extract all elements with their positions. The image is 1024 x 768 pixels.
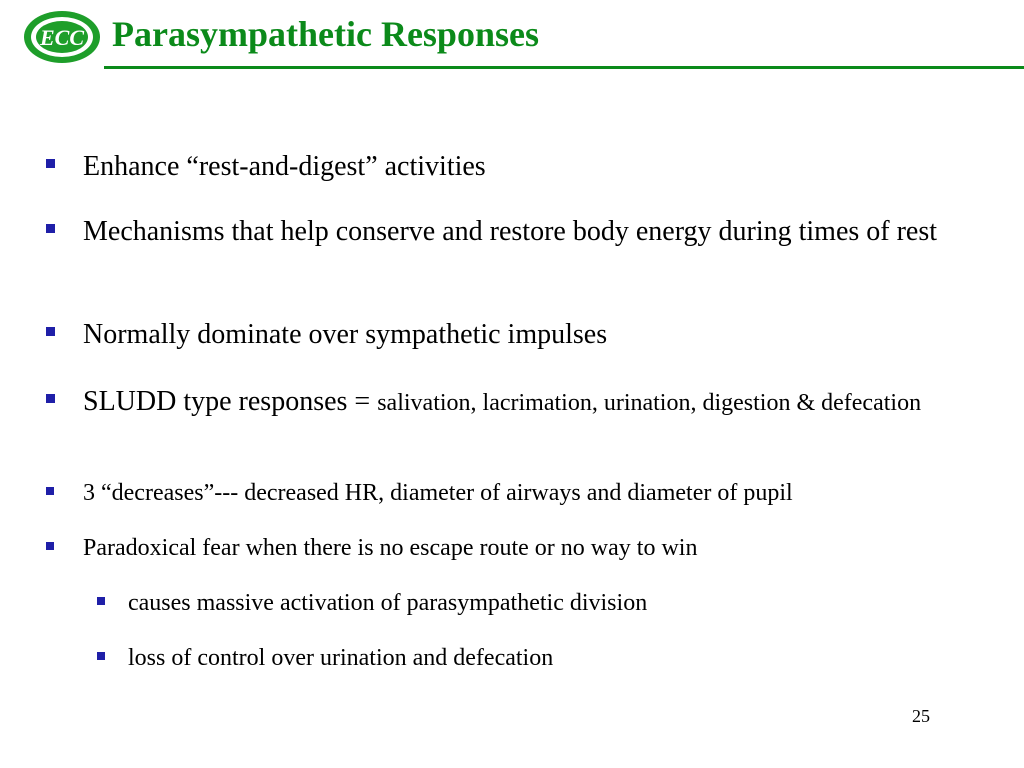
sub-bullet-item [97, 644, 997, 673]
bullet-detail-text: salivation, lacrimation, urination, digestion & defecation [377, 390, 922, 416]
bullet-lead-text: SLUDD type responses = [83, 386, 378, 417]
bullet-text: Normally dominate over sympathetic impulses [83, 319, 608, 350]
bullet-marker-icon [46, 159, 55, 168]
bullet-text: Mechanisms that help conserve and restore body energy during times of rest [83, 216, 938, 247]
bullet-item [46, 150, 996, 184]
bullet-text: 3 “decreases”--- decreased HR, diameter of airways and diameter of pupil [83, 480, 793, 506]
bullet-item [46, 215, 996, 249]
bullet-text [83, 385, 996, 420]
sub-bullet-item [97, 589, 997, 618]
page-number: 25 [912, 706, 930, 726]
bullet-marker-icon [46, 327, 55, 336]
bullet-marker-icon [46, 394, 55, 403]
bullet-item [46, 534, 996, 563]
bullet-text: Paradoxical fear when there is no escape route or no way to win [83, 535, 698, 561]
svg-text:ECC: ECC [39, 25, 85, 50]
slide-title: Parasympathetic Responses [112, 14, 539, 54]
bullet-item [46, 479, 996, 508]
bullet-text: Enhance “rest-and-digest” activities [83, 151, 486, 182]
bullet-item [46, 385, 996, 420]
sub-bullet-marker-icon [97, 652, 105, 660]
sub-bullet-text: loss of control over urination and defecation [128, 645, 554, 671]
bullet-marker-icon [46, 487, 54, 495]
bullet-marker-icon [46, 542, 54, 550]
bullet-marker-icon [46, 224, 55, 233]
sub-bullet-text: causes massive activation of parasympathetic division [128, 590, 648, 616]
bullet-item [46, 318, 996, 352]
sub-bullet-marker-icon [97, 597, 105, 605]
